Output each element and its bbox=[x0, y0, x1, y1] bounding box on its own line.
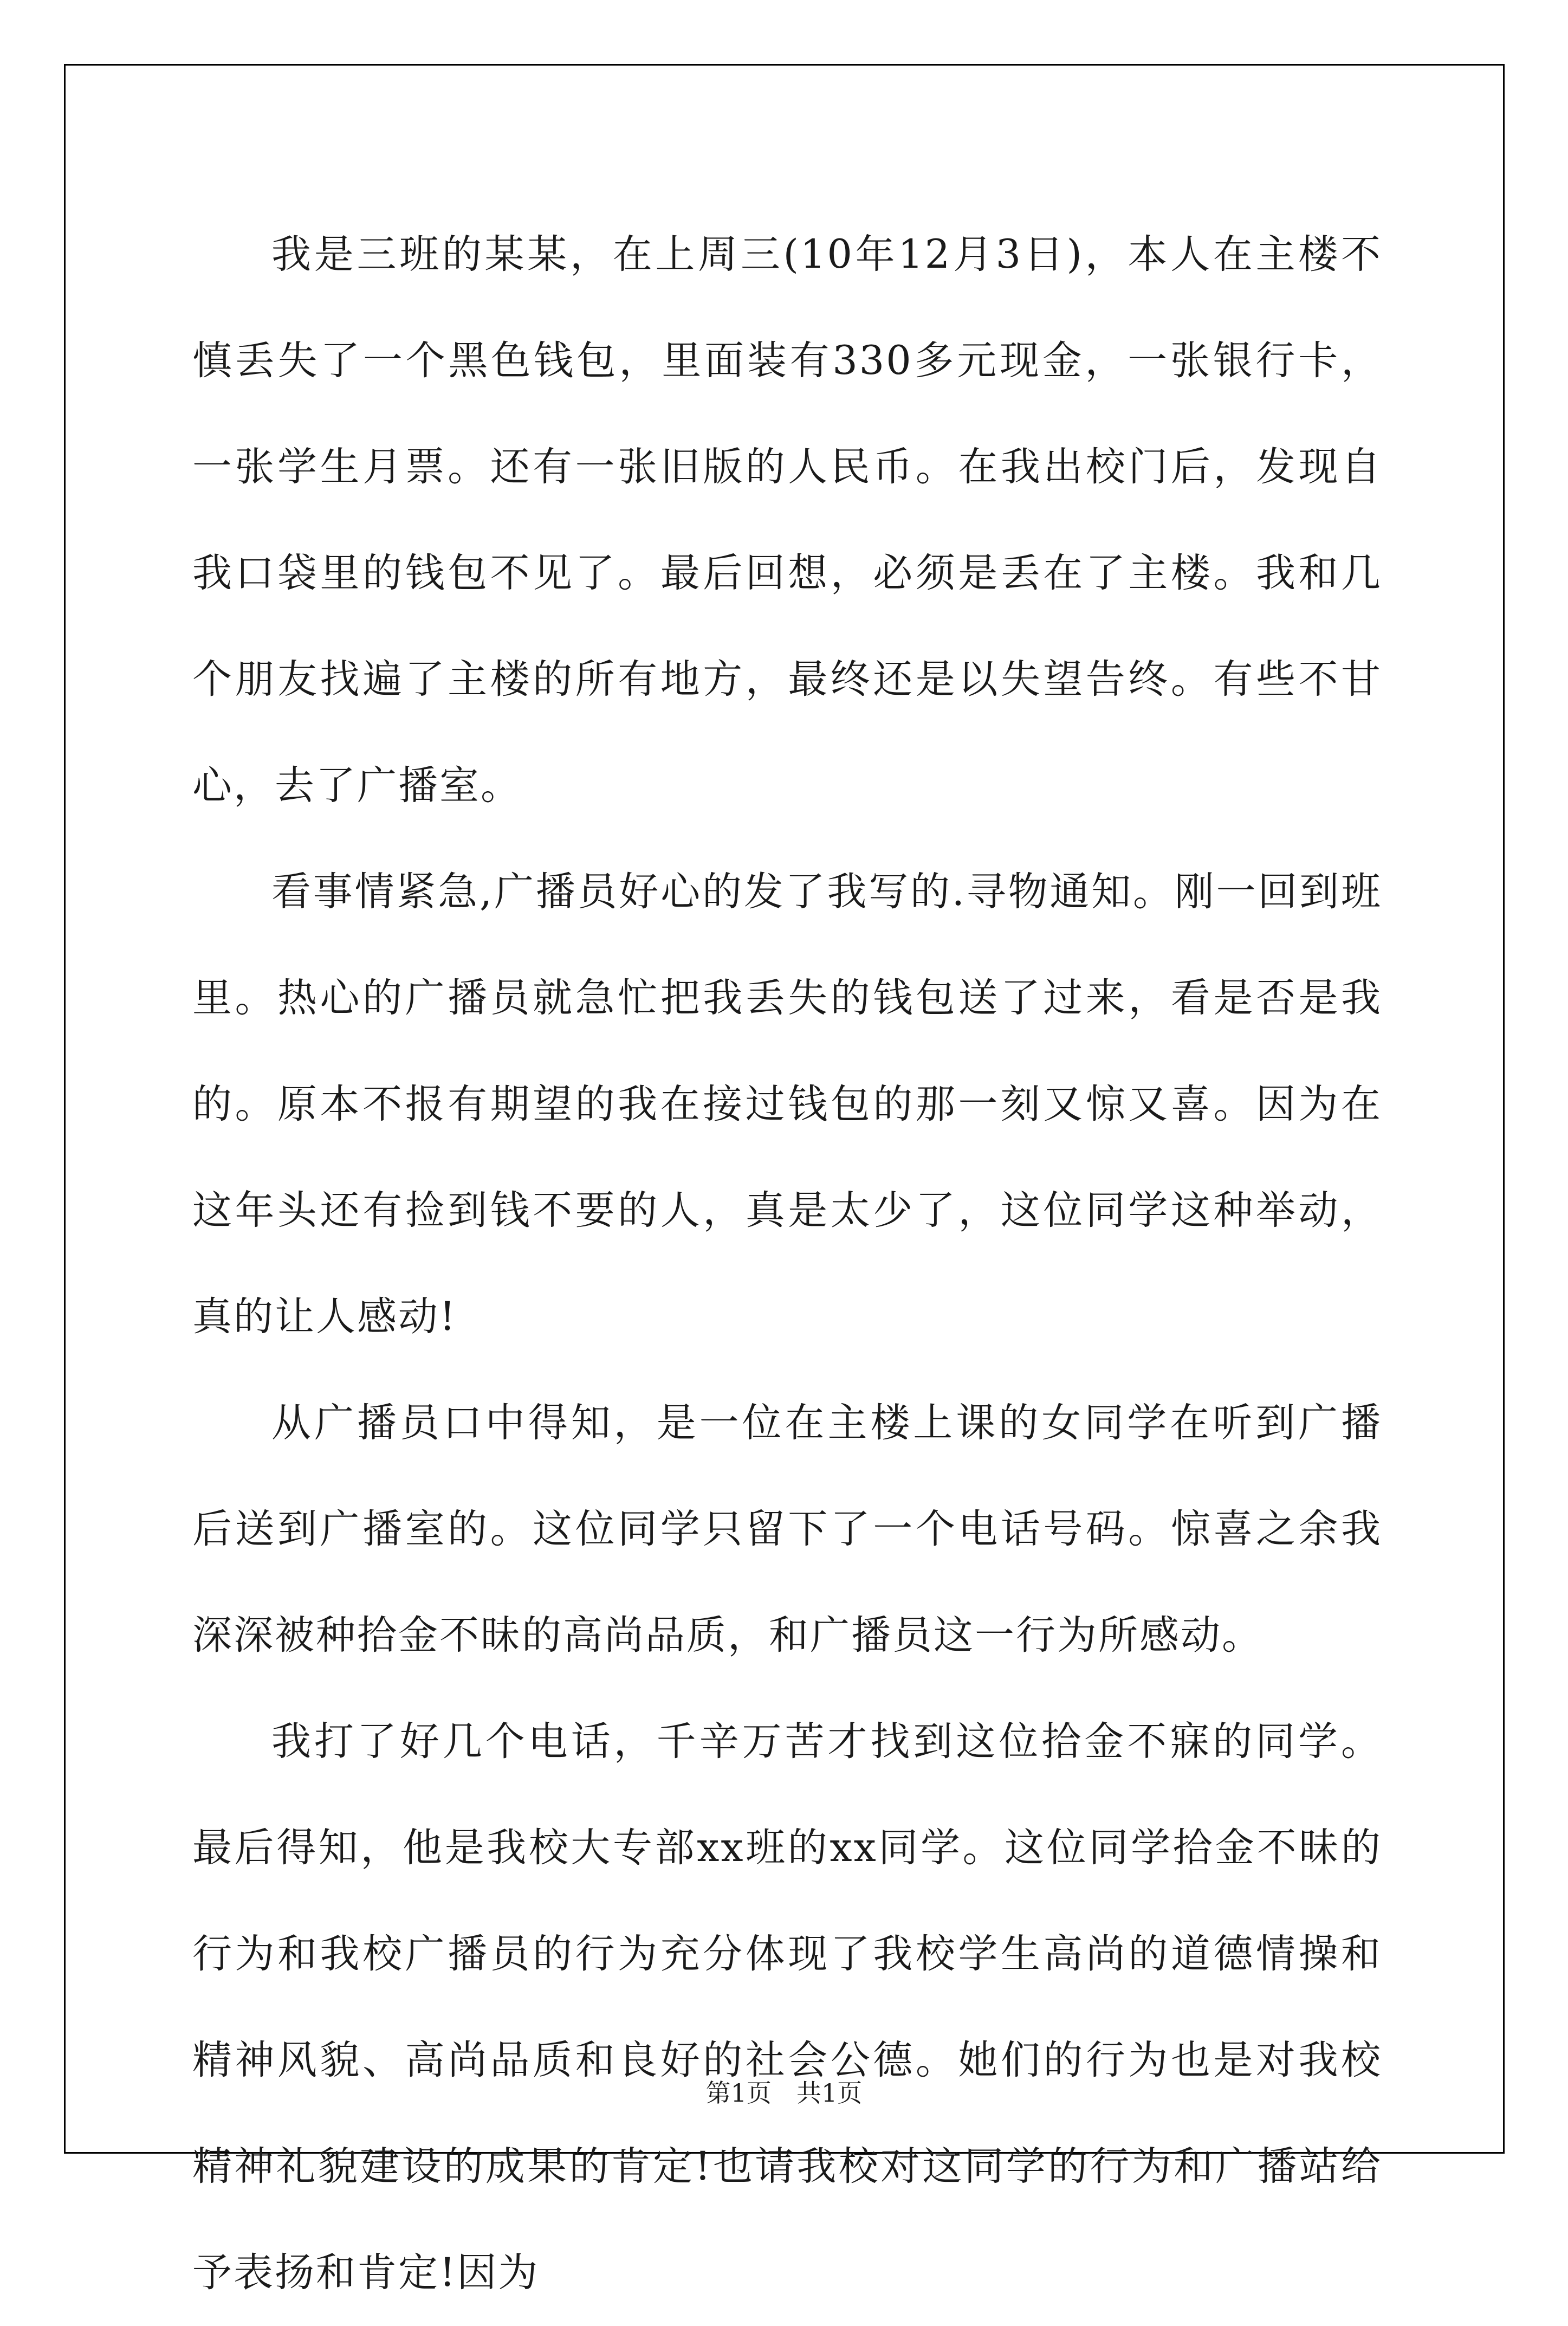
paragraph: 我打了好几个电话，千辛万苦才找到这位拾金不寐的同学。最后得知，他是我校大专部xx班的xx同学。这位同学拾金不昧的行为和我校广播员的行为充分体现了我校学生高尚的道德情操和精神风貌、高尚品质和良好的社会公德。她们的行为也是对我校精神礼貌建设的成果的肯定!也请我校对这同学的行为和广播站给予表扬和肯定!因为 bbox=[192, 1718, 1382, 2296]
page-number-footer: 第1页 共1页 bbox=[705, 2078, 863, 2108]
paragraph: 看事情紧急,广播员好心的发了我写的.寻物通知。刚一回到班里。热心的广播员就急忙把我丢失的钱包送了过来，看是否是我的。原本不报有期望的我在接过钱包的那一刻又惊又喜。因为在这年头还有捡到钱不要的人，真是太少了，这位同学这种举动，真的让人感动! bbox=[192, 869, 1382, 1340]
document-body bbox=[192, 202, 1382, 2326]
paragraph: 从广播员口中得知，是一位在主楼上课的女同学在听到广播后送到广播室的。这位同学只留下了一个电话号码。惊喜之余我深深被种拾金不昧的高尚品质，和广播员这一行为所感动。 bbox=[192, 1400, 1382, 1658]
paragraph: 我是三班的某某，在上周三(10年12月3日)，本人在主楼不慎丢失了一个黑色钱包，里面装有330多元现金，一张银行卡，一张学生月票。还有一张旧版的人民币。在我出校门后，发现自我口袋里的钱包不见了。最后回想，必须是丢在了主楼。我和几个朋友找遍了主楼的所有地方，最终还是以失望告终。有些不甘心，去了广播室。 bbox=[192, 231, 1382, 809]
